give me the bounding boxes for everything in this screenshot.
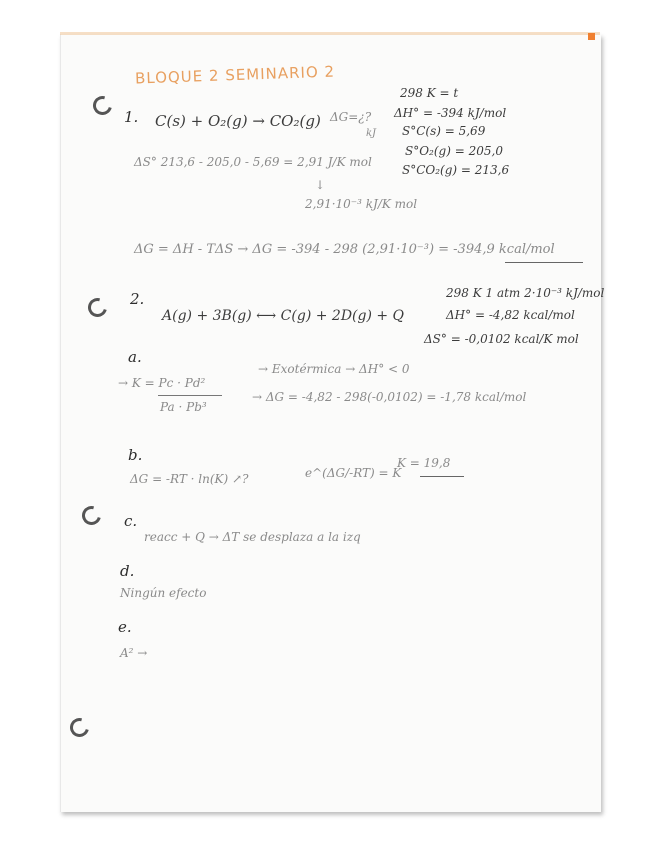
- part-b-exponential: e^(ΔG/-RT) = K: [305, 466, 402, 480]
- part-e-label: e.: [118, 618, 132, 636]
- problem-2-enthalpy: ΔH° = -4,82 kcal/mol: [446, 308, 575, 322]
- problem-1-number: 1.: [124, 108, 139, 126]
- part-c-label: c.: [124, 512, 138, 530]
- page-title: BLOQUE 2 SEMINARIO 2: [134, 62, 336, 88]
- part-a-k-expression: → K = Pc · Pd²: [118, 376, 206, 390]
- part-b-expression: ΔG = -RT · ln(K) ↗?: [130, 472, 249, 486]
- page-top-edge: [60, 32, 600, 35]
- part-a-label: a.: [128, 348, 142, 366]
- problem-1-reaction: C(s) + O₂(g) → CO₂(g): [155, 112, 321, 130]
- part-a-exothermic: → Exotérmica → ΔH° < 0: [258, 362, 410, 376]
- part-a-k-denominator: Pa · Pb³: [160, 400, 207, 414]
- notebook-page: [60, 34, 601, 812]
- part-d-label: d.: [120, 562, 135, 580]
- problem-1-entropy-kj: 2,91·10⁻³ kJ/K mol: [305, 197, 418, 211]
- orange-corner-mark: [588, 33, 595, 40]
- problem-1-kj-note: kJ: [366, 128, 377, 139]
- problem-2-reaction: A(g) + 3B(g) ⟷ C(g) + 2D(g) + Q: [162, 308, 405, 324]
- fraction-bar: [158, 395, 222, 396]
- problem-1-enthalpy: ΔH° = -394 kJ/mol: [394, 106, 507, 120]
- part-b-label: b.: [128, 446, 143, 464]
- problem-1-entropy-co2: S°CO₂(g) = 213,6: [402, 163, 510, 177]
- problem-2-entropy: ΔS° = -0,0102 kcal/K mol: [424, 332, 579, 346]
- part-c-text: reacc + Q → ΔT se desplaza a la izq: [144, 530, 361, 544]
- problem-1-gibbs-calc: ΔG = ΔH - TΔS → ΔG = -394 - 298 (2,91·10⁻³) = -394,9 kcal/mol: [134, 242, 555, 257]
- part-d-text: Ningún efecto: [120, 586, 207, 600]
- problem-1-entropy-c: S°C(s) = 5,69: [402, 124, 486, 138]
- problem-2-conditions: 298 K 1 atm 2·10⁻³ kJ/mol: [446, 286, 605, 300]
- problem-1-entropy-o2: S°O₂(g) = 205,0: [405, 144, 503, 158]
- problem-1-entropy-calc: ΔS° 213,6 - 205,0 - 5,69 = 2,91 J/K mol: [134, 155, 372, 169]
- result-underline: [420, 476, 464, 477]
- part-b-result: K = 19,8: [397, 456, 451, 470]
- problem-1-dg-question: ΔG=¿?: [330, 110, 372, 124]
- part-a-gibbs: → ΔG = -4,82 - 298(-0,0102) = -1,78 kcal/mol: [252, 390, 527, 404]
- part-e-text: A² →: [120, 646, 148, 660]
- problem-1-temperature: 298 K = t: [400, 86, 459, 100]
- problem-2-number: 2.: [130, 290, 145, 308]
- arrow-down-icon: ↓: [315, 178, 326, 192]
- result-underline: [505, 262, 583, 263]
